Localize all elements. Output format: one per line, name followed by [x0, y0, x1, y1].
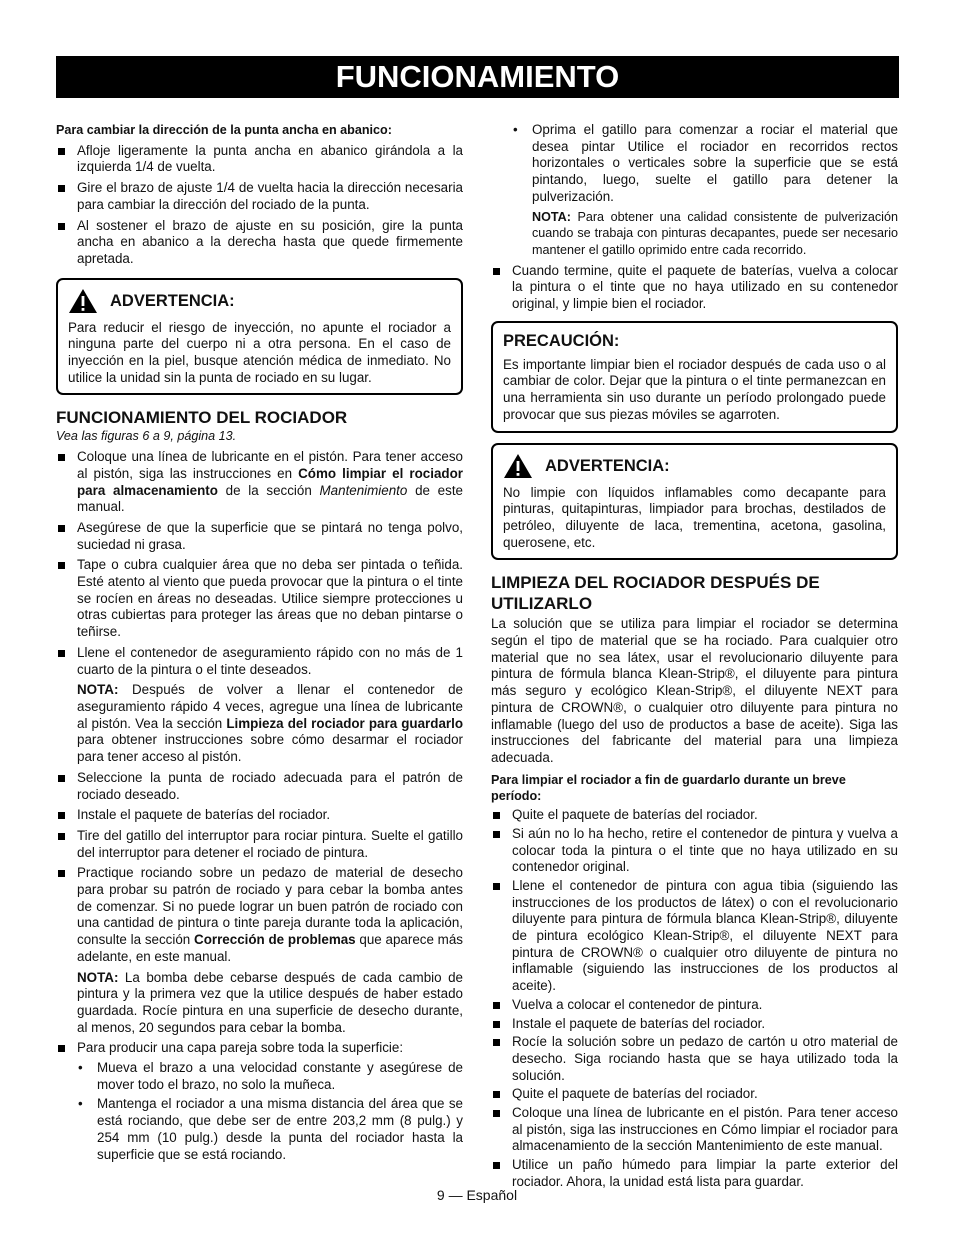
bullet-dot-icon: • — [78, 1096, 83, 1112]
bullet-square-icon — [58, 775, 65, 782]
list-item: Afloje ligeramente la punta ancha en abanico girándola a la izquierda 1/4 de vuelta. — [56, 143, 463, 176]
bullet-square-icon — [58, 185, 65, 192]
sprayer-operation-section — [56, 407, 463, 1163]
bullet-square-icon — [493, 1110, 500, 1117]
caution-text: Es importante limpiar bien el rociador después de cada uso o al cambiar de color. Dejar que la pintura o el tinte permanezcan en una herramienta sin uso durante un período prolongado puede provocar que sus piezas móviles se agarroten. — [503, 356, 886, 422]
note: NOTA: La bomba debe cebarse después de cada cambio de pintura y la primera vez que la utilice después de haber estado guardada. Rocíe pintura en una superficie de desecho durante, al menos, 20 segundos para cebar la bomba. — [77, 969, 463, 1035]
list-item: Al sostener el brazo de ajuste en su posición, gire la punta ancha en abanico a la derecha hasta que quede firmemente apretada. — [56, 218, 463, 268]
right-column — [491, 122, 898, 1191]
list-item: Seleccione la punta de rociado adecuada para el patrón de rociado deseado. — [56, 770, 463, 803]
bullet-square-icon — [493, 1002, 500, 1009]
warning-header — [68, 288, 451, 314]
page-number: 9 — Español — [436, 1187, 518, 1203]
bullet-square-icon — [493, 1162, 500, 1169]
warning-triangle-icon — [68, 288, 98, 314]
fan-tip-heading: Para cambiar la dirección de la punta ancha en abanico: — [56, 123, 392, 137]
page-title: FUNCIONAMIENTO — [335, 59, 620, 94]
warning-box — [491, 443, 898, 561]
bullet-square-icon — [493, 812, 500, 819]
warning-header — [503, 453, 886, 479]
bullet-square-icon — [493, 883, 500, 890]
section-heading: LIMPIEZA DEL ROCIADOR DESPUÉS DE UTILIZARLO — [491, 573, 820, 614]
warning-title: ADVERTENCIA: — [110, 291, 235, 310]
section-heading: FUNCIONAMIENTO DEL ROCIADOR — [56, 408, 348, 428]
list-item: Tire del gatillo del interruptor para rociar pintura. Suelte el gatillo del interruptor para detener el rociado de pintura. — [56, 828, 463, 861]
list-item: Quite el paquete de baterías del rociador. — [491, 807, 898, 824]
bullet-square-icon — [493, 268, 500, 275]
list-item: Para producir una capa pareja sobre toda la superficie: — [56, 1040, 463, 1057]
caution-header — [503, 331, 886, 351]
list-item: Coloque una línea de lubricante en el pistón. Para tener acceso al pistón, siga las instrucciones en Cómo limpiar el rociador para almacenamiento de la sección Mantenimiento de este manual. — [491, 1105, 898, 1155]
list-item: Practique rociando sobre un pedazo de material de desecho para probar su patrón de rociado y para cebar la bomba antes de comenzar. Si no puede lograr un buen patrón de rociado con una cantidad de pintura o tinte pareja durante toda la aplicación, consulte la sección Corrección de problemas que aparece más adelante, en este manual. — [56, 865, 463, 965]
bullet-dot-icon: • — [513, 122, 518, 137]
cleaning-section — [491, 572, 898, 1190]
warning-text: Para reducir el riesgo de inyección, no apunte el rociador a ninguna parte del cuerpo ni a otra persona. En el caso de inyección en la piel, busque atención médica de inmediato. No utilice la unidad sin la punta de rociado en su lugar. — [68, 319, 451, 385]
bullet-square-icon — [58, 454, 65, 461]
bullet-square-icon — [58, 525, 65, 532]
list-item: Tape o cubra cualquier área que no deba ser pintada o teñida. Esté atento al viento que pueda provocar que la pintura o el tinte se rocíen en áreas no deseadas. Utilice siempre protecciones u otras cubiertas para proteger las áreas que no deban pintarse o teñirse. — [56, 557, 463, 641]
cleaning-intro: La solución que se utiliza para limpiar el rociador se determina según el tipo de material que se ha rociado. Para cualquier otro material que no sea látex, usar el revolucionario diluyente para pintura de fórmula blanca Klean-Strip®, el diluyente para pintura más seguro y ecológico Klean-Strip®, el diluyente NEXT para pintura de CROWN®, o cualquier otro diluyente para pintura no inflamable (luego del uso de productos a base de aceite). Siga las instrucciones del fabricante del material para una limpieza adecuada. — [491, 616, 898, 765]
left-column — [56, 122, 463, 1163]
bullet-square-icon — [58, 833, 65, 840]
list-item: Llene el contenedor de aseguramiento rápido con no más de 1 cuarto de la pintura o el tinte deseados. — [56, 645, 463, 678]
figure-reference: Vea las figuras 6 a 9, página 13. — [56, 429, 237, 444]
note: NOTA: Después de volver a llenar el contenedor de aseguramiento rápido 4 veces, agregue una línea de lubricante al pistón. Vea la sección Limpieza del rociador para guardarlo para obtener instrucciones sobre cómo desarmar el rociador para tener acceso al pistón. — [77, 682, 464, 765]
warning-box — [56, 278, 463, 396]
bullet-square-icon — [58, 562, 65, 569]
list-item: Instale el paquete de baterías del rociador. — [56, 807, 463, 824]
note: NOTA: Para obtener una calidad consistente de pulverización cuando se trabaja con pinturas decapantes, puede ser necesario mantener el gatillo oprimido entre cada recorrido. — [532, 209, 898, 257]
bullet-square-icon — [493, 831, 500, 838]
bullet-square-icon — [493, 1039, 500, 1046]
sub-list-item: • Mueva el brazo a una velocidad constante y asegúrese de mover todo el brazo, no solo la muñeca. — [78, 1060, 463, 1092]
bullet-square-icon — [58, 870, 65, 877]
bullet-dot-icon: • — [78, 1060, 83, 1076]
page-footer — [0, 1187, 954, 1204]
sub-list-item: • Mantenga el rociador a una misma distancia del área que se está rociando, que debe ser de entre 203,2 mm (8 pulg.) y 254 mm (10 pulg.) desde la punta del rociador hasta la superficie que se está rociando. — [78, 1096, 463, 1162]
storage-list — [491, 807, 898, 1190]
bullet-square-icon — [58, 650, 65, 657]
list-item: Si aún no lo ha hecho, retire el contenedor de pintura y vuelva a colocar toda la pintura o el tinte que no haya utilizado en su contenedor original. — [491, 826, 898, 876]
storage-heading: Para limpiar el rociador a fin de guardarlo durante un breve período: — [491, 772, 846, 804]
warning-text: No limpie con líquidos inflamables como decapante para pinturas, quitapinturas, limpiador para brochas, destilados de petróleo, diluyente de laca, trementina, acetona, gasolina, querosene, etc. — [503, 484, 886, 550]
sub-list-item: • Oprima el gatillo para comenzar a rociar el material que desea pintar Utilice el rociador en recorridos rectos horizontales o verticales sobre la superficie que se está pintando, luego, suelte el gatillo para detener la pulverización. — [513, 122, 898, 204]
list-item: Gire el brazo de ajuste 1/4 de vuelta hacia la dirección necesaria para cambiar la dirección del rociado de la punta. — [56, 180, 463, 213]
fan-tip-list — [56, 143, 463, 268]
page-title-banner — [56, 56, 899, 98]
list-item: Coloque una línea de lubricante en el pistón. Para tener acceso al pistón, siga las instrucciones en Cómo limpiar el rociador para almacenamiento de la sección Mantenimiento de este manual. — [56, 449, 463, 516]
list-item: Instale el paquete de baterías del rociador. — [491, 1016, 898, 1033]
bullet-square-icon — [493, 1091, 500, 1098]
list-item: Rocíe la solución sobre un pedazo de cartón u otro material de desecho. Siga rociando hasta que se haya utilizado toda la solución. — [491, 1034, 898, 1084]
bullet-square-icon — [58, 812, 65, 819]
caution-title: PRECAUCIÓN: — [503, 331, 620, 350]
list-item: Vuelva a colocar el contenedor de pintura. — [491, 997, 898, 1014]
list-item: Utilice un paño húmedo para limpiar la parte exterior del rociador. Ahora, la unidad está lista para guardar. — [491, 1157, 898, 1190]
list-item: Llene el contenedor de pintura con agua tibia (siguiendo las instrucciones de los productos de látex) o con el revolucionario diluyente para pintura de fórmula blanca Klean-Strip®, diluyente de pintura ecológico Klean-Strip®, el diluyente NEXT para pintura de CROWN® o cualquier otro diluyente de pintura no inflamable (siguiendo las instrucciones de los productos al aceite). — [491, 878, 898, 995]
list-item: Asegúrese de que la superficie que se pintará no tenga polvo, suciedad ni grasa. — [56, 520, 463, 553]
bullet-square-icon — [58, 223, 65, 230]
bullet-square-icon — [493, 1021, 500, 1028]
list-item: Cuando termine, quite el paquete de baterías, vuelva a colocar la pintura o el tinte que no haya utilizado en su contenedor original, y limpie bien el rociador. — [491, 263, 898, 313]
caution-box — [491, 321, 898, 433]
bullet-square-icon — [58, 148, 65, 155]
list-item: Quite el paquete de baterías del rociador. — [491, 1086, 898, 1103]
bullet-square-icon — [58, 1045, 65, 1052]
warning-triangle-icon — [503, 453, 533, 479]
warning-title: ADVERTENCIA: — [545, 456, 670, 475]
